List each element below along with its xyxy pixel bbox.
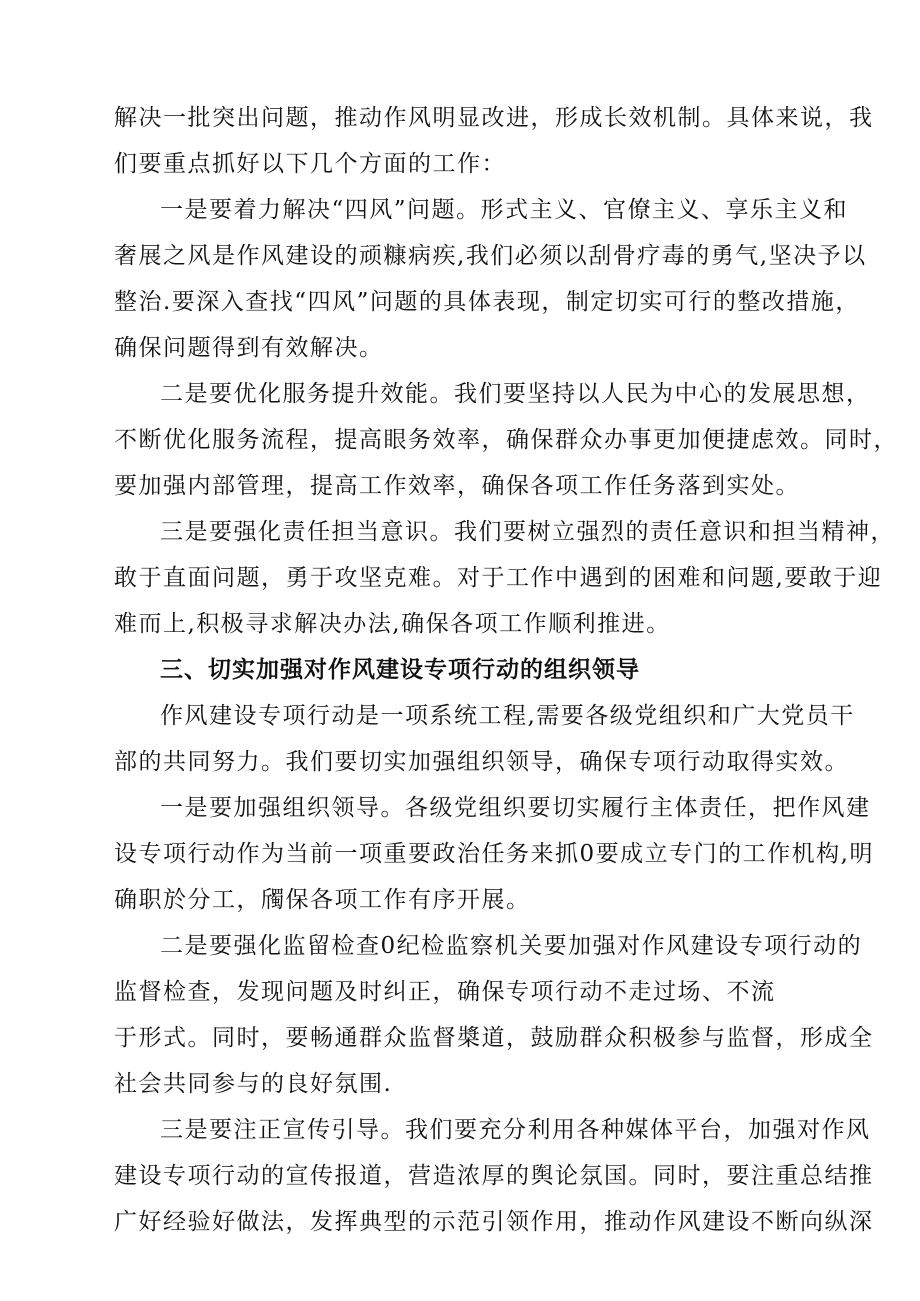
section-heading: 三、切实加强对作风建设专项行动的组织领导 [160,657,640,683]
paragraph-line: 解决一批突出问题，推动作风明显改进，形成长效机制。具体来说，我 [114,105,874,131]
paragraph-line: 广好经验好做法，发挥典型的示范引领作用，推动作风建设不断向纵深 [114,1209,874,1235]
paragraph-line: 监督检查，发现问题及时纠正，确保专项行动不走过场、不流 [114,979,776,1005]
paragraph-line: 要加强内部管理，提高工作效率，确保各项工作任务落到实处。 [114,473,800,499]
paragraph-line: 一是要着力解决“四风”问题。形式主义、官僚主义、享乐主义和 [160,197,849,223]
paragraph-line: 一是要加强组织领导。各级党组织要切实履行主体责任，把作风建 [160,795,871,821]
paragraph-line: 部的共同努力。我们要切实加强组织领导，确保专项行动取得实效。 [114,749,849,775]
paragraph-line: 确保问题得到有效解决。 [114,335,384,361]
paragraph-line: 不断优化服务流程，提高眼务效率，确保群众办事更加便捷虑效。同时， [114,427,898,453]
paragraph-line: 二是要优化服务提升效能。我们要坚持以人民为中心的发展思想， [160,381,871,407]
paragraph-line: 建设专项行动的宣传报道，营造浓厚的舆论氛国。同时，要注重总结推 [114,1163,874,1189]
paragraph-line: 作风建设专项行动是一项系统工程,需要各级党组织和广大党员干 [160,703,855,729]
paragraph-line: 整治.要深入查找“四风”问题的具体表现，制定切实可行的整改措施， [114,289,860,315]
paragraph-line: 们要重点抓好以下几个方面的工作： [114,151,506,177]
paragraph-line: 设专项行动作为当前一项重要政治任务来抓0要成立专门的工作机构,明 [114,841,874,867]
paragraph-line: 确职於分工，斶保各项工作有序开展。 [114,887,531,913]
paragraph-line: 敢于直面问题，勇于攻坚克难。对于工作中遇到的困难和问题,要敢于迎 [114,565,883,591]
paragraph-line: 难而上,积极寻求解决办法,确保各项工作顺利推进。 [114,611,671,637]
paragraph-line: 二是要强化监留检查0纪检监察机关要加强对作风建设专项行动的 [160,933,863,959]
paragraph-line: 社会共同参与的良好氛围. [114,1071,393,1097]
paragraph-line: 三是要强化责任担当意识。我们要树立强烈的责任意识和担当精神， [160,519,895,545]
paragraph-line: 奢展之风是作风建设的顽糠病疾,我们必须以刮骨疗毒的勇气,坚决予以 [114,243,867,269]
paragraph-line: 于形式。同时，要畅通群众监督槳道，鼓励群众积极参与监督，形成全 [114,1025,874,1051]
paragraph-line: 三是要注正宣传引导。我们要充分利用各种媒体平台，加强对作风 [160,1117,871,1143]
